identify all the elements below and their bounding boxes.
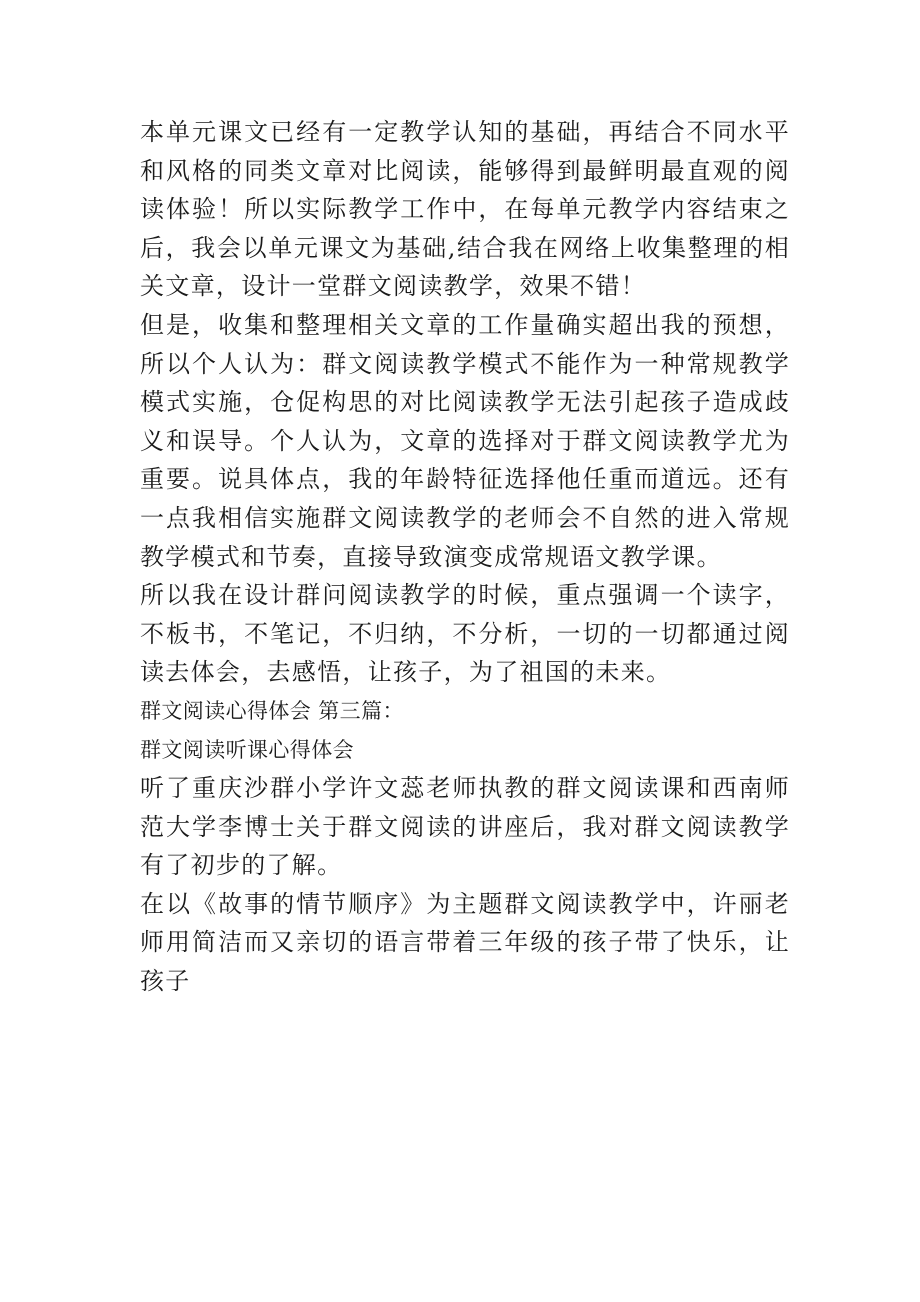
- paragraph-5: 在以《故事的情节顺序》为主题群文阅读教学中，许丽老师用简洁而又亲切的语言带着三年级的孩子带了快乐，让孩子: [140, 889, 790, 996]
- article-title: 群文阅读听课心得体会: [140, 737, 354, 762]
- section-heading: 群文阅读心得体会 第三篇：: [140, 698, 404, 723]
- paragraph-4: 听了重庆沙群小学许文蕊老师执教的群文阅读课和西南师范大学李博士关于群文阅读的讲座后，我对群文阅读教学有了初步的了解。: [140, 774, 790, 880]
- paragraph-3: 所以我在设计群问阅读教学的时候，重点强调一个读字，不板书，不笔记，不归纳，不分析，一切的一切都通过阅读去体会，去感悟，让孩子，为了祖国的未来。: [140, 581, 790, 687]
- paragraph-1: 本单元课文已经有一定教学认知的基础，再结合不同水平和风格的同类文章对比阅读，能够得到最鲜明最直观的阅读体验！所以实际教学工作中，在每单元教学内容结束之后，我会以单元课文为基础,结合我在网络上收集整理的相关文章，设计一堂群文阅读教学，效果不错！: [140, 118, 790, 301]
- paragraph-2: 但是，收集和整理相关文章的工作量确实超出我的预想，所以个人认为：群文阅读教学模式不能作为一种常规教学模式实施，仓促构思的对比阅读教学无法引起孩子造成歧义和误导。个人认为，文章的选择对于群文阅读教学尤为重要。说具体点，我的年龄特征选择他任重而道远。还有一点我相信实施群文阅读教学的老师会不自然的进入常规教学模式和节奏，直接导致演变成常规语文教学课。: [140, 310, 790, 571]
- document-body: [140, 113, 790, 1001]
